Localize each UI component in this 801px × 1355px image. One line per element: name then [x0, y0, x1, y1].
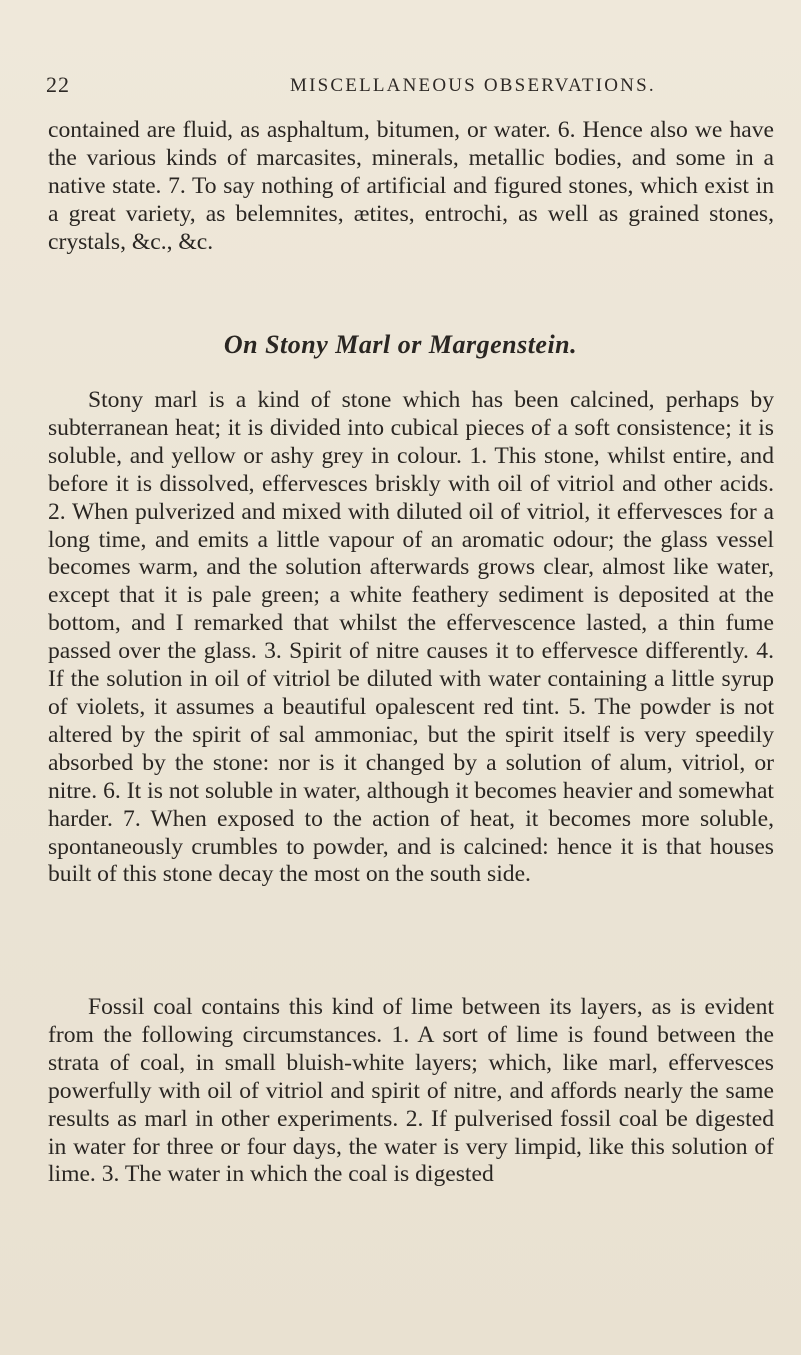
page-number: 22	[46, 72, 70, 97]
paragraph-continuation: contained are fluid, as asphaltum, bitumen, or water. 6. Hence also we have the various kinds of marcasites, minerals, metallic bodies, and some in a native state. 7. To say nothing of artificial and figured stones, which exist in a great variety, as belemnites, ætites, entrochi, as well as grained stones, crystals, &c., &c.	[48, 117, 774, 255]
running-title: MISCELLANEOUS OBSERVATIONS.	[290, 75, 656, 96]
paragraph-fossil-coal: Fossil coal contains this kind of lime between its layers, as is evident from the following circumstances. 1. A sort of lime is found between the strata of coal, in small bluish-white layers; which, like marl, effervesces powerfully with oil of vitriol and spirit of nitre, and affords nearly the same results as marl in other experiments. 2. If pulverised fossil coal be digested in water for three or four days, the water is very limpid, like this solution of lime. 3. The water in which the coal is digested	[48, 994, 774, 1188]
running-head	[0, 72, 801, 102]
section-heading: On Stony Marl or Margenstein.	[223, 330, 578, 359]
paragraph-stony-marl: Stony marl is a kind of stone which has been calcined, perhaps by subterranean heat; it is divided into cubical pieces of a soft consistence; it is soluble, and yellow or ashy grey in colour. 1. This stone, whilst entire, and before it is dissolved, effervesces briskly with oil of vitriol and other acids. 2. When pulverized and mixed with diluted oil of vitriol, it effervesces for a long time, and emits a little vapour of an aromatic odour; the glass vessel becomes warm, and the solution afterwards grows clear, almost like water, except that it is pale green; a white feathery sediment is deposited at the bottom, and I remarked that whilst the effervescence lasted, a thin fume passed over the glass. 3. Spirit of nitre causes it to effervesce differently. 4. If the solution in oil of vitriol be diluted with water containing a little syrup of violets, it assumes a beautiful opalescent red tint. 5. The powder is not altered by the spirit of sal ammoniac, but the spirit itself is very speedily absorbed by the stone: nor is it changed by a solution of alum, vitriol, or nitre. 6. It is not soluble in water, although it becomes heavier and somewhat harder. 7. When exposed to the action of heat, it becomes more soluble, spontaneously crumbles to powder, and is calcined: hence it is that houses built of this stone decay the most on the south side.	[48, 387, 774, 888]
